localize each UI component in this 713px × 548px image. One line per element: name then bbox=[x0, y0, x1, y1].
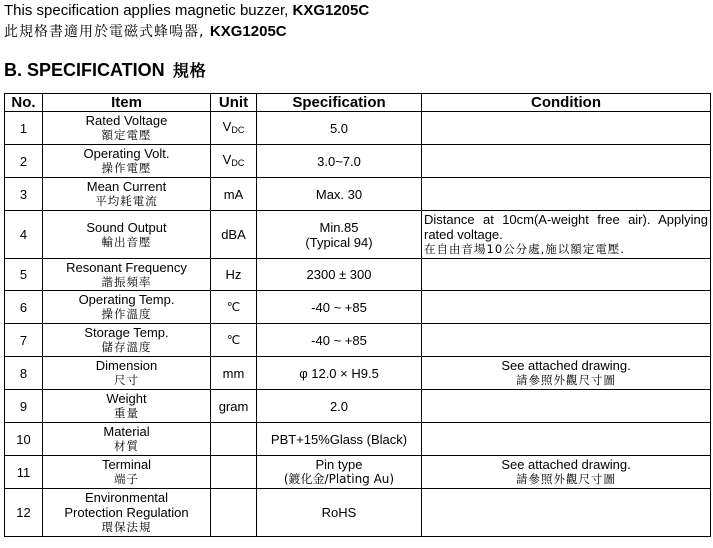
spec-value: -40 ~ +85 bbox=[311, 332, 367, 348]
item-name-zh: 材質 bbox=[114, 439, 139, 453]
table-row bbox=[5, 259, 711, 291]
intro-text: This specification applies magnetic buzzer, bbox=[4, 2, 293, 19]
item-name-zh: 平均耗電流 bbox=[95, 194, 158, 208]
cell-item bbox=[43, 211, 211, 259]
cell-spec bbox=[257, 112, 422, 145]
item-name-zh: 諧振頻率 bbox=[101, 274, 152, 289]
cell-item bbox=[43, 145, 211, 178]
table-header-row bbox=[5, 94, 711, 112]
cell-unit bbox=[211, 112, 257, 145]
item-name-zh: 操作電壓 bbox=[101, 161, 152, 175]
cell-item bbox=[43, 291, 211, 324]
cell-unit: gram bbox=[211, 390, 257, 423]
item-name-zh: 輸出音壓 bbox=[101, 234, 152, 249]
cell-condition bbox=[422, 390, 711, 423]
condition-text-zh: 在自由音場10公分處,施以額定電壓. bbox=[424, 242, 625, 256]
intro-model-zh: KXG1205C bbox=[209, 23, 287, 40]
cell-spec bbox=[257, 324, 422, 357]
unit-subscript: DC bbox=[231, 157, 245, 168]
section-title: B. SPECIFICATION bbox=[4, 60, 165, 80]
condition-text: Distance at 10cm(A-weight free air). Applying rated voltage. bbox=[424, 212, 708, 242]
cell-unit: ℃ bbox=[211, 324, 257, 357]
cell-item bbox=[43, 489, 211, 537]
cell-no: 8 bbox=[5, 357, 43, 390]
cell-condition bbox=[422, 178, 711, 211]
spec-value: Min.85 bbox=[319, 219, 359, 235]
cell-unit: Hz bbox=[211, 259, 257, 291]
spec-value: -40 ~ +85 bbox=[311, 299, 367, 315]
item-name-zh: 尺寸 bbox=[114, 373, 139, 387]
cell-item bbox=[43, 112, 211, 145]
cell-spec bbox=[257, 423, 422, 456]
header-specification: Specification bbox=[257, 94, 422, 112]
cell-unit: ℃ bbox=[211, 291, 257, 324]
spec-value: Max. 30 bbox=[315, 186, 363, 202]
item-name-zh: 操作溫度 bbox=[101, 307, 152, 321]
cell-item bbox=[43, 423, 211, 456]
cell-spec bbox=[257, 211, 422, 259]
item-name-zh: 額定電壓 bbox=[101, 128, 152, 142]
item-name-zh: 環保法規 bbox=[101, 520, 152, 534]
cell-unit bbox=[211, 489, 257, 537]
cell-unit: mm bbox=[211, 357, 257, 390]
cell-condition bbox=[422, 259, 711, 291]
cell-no: 10 bbox=[5, 423, 43, 456]
item-name: Operating Volt. bbox=[83, 146, 170, 161]
cell-condition bbox=[422, 211, 711, 259]
header-condition: Condition bbox=[422, 94, 711, 112]
spec-value: PBT+15%Glass (Black) bbox=[270, 431, 408, 447]
item-name: Rated Voltage bbox=[85, 113, 168, 128]
item-name: Weight bbox=[106, 391, 147, 406]
cell-spec bbox=[257, 489, 422, 537]
item-name: Dimension bbox=[95, 358, 158, 373]
item-name-zh: 端子 bbox=[114, 472, 139, 486]
condition-text: See attached drawing. bbox=[501, 457, 631, 472]
spec-value: RoHS bbox=[321, 505, 357, 520]
cell-spec bbox=[257, 259, 422, 291]
cell-spec bbox=[257, 357, 422, 390]
header-no: No. bbox=[5, 94, 43, 112]
cell-condition bbox=[422, 489, 711, 537]
cell-no: 5 bbox=[5, 259, 43, 291]
cell-condition bbox=[422, 291, 711, 324]
cell-spec bbox=[257, 145, 422, 178]
spec-value: φ 12.0 × H9.5 bbox=[299, 365, 379, 381]
table-row bbox=[5, 324, 711, 357]
cell-spec bbox=[257, 291, 422, 324]
cell-unit: mA bbox=[211, 178, 257, 211]
cell-no: 7 bbox=[5, 324, 43, 357]
cell-no: 1 bbox=[5, 112, 43, 145]
cell-condition bbox=[422, 324, 711, 357]
table-row bbox=[5, 112, 711, 145]
cell-condition bbox=[422, 112, 711, 145]
spec-value: 3.0~7.0 bbox=[317, 153, 361, 169]
cell-no: 4 bbox=[5, 211, 43, 259]
intro-line-english bbox=[4, 2, 369, 20]
table-row bbox=[5, 145, 711, 178]
spec-value-secondary: (Typical 94) bbox=[305, 234, 373, 250]
cell-unit bbox=[211, 456, 257, 489]
spec-value: 2300 ± 300 bbox=[306, 267, 372, 282]
cell-spec bbox=[257, 390, 422, 423]
condition-text-zh: 請參照外觀尺寸圖 bbox=[516, 472, 616, 486]
cell-item bbox=[43, 390, 211, 423]
cell-condition bbox=[422, 145, 711, 178]
header-item: Item bbox=[43, 94, 211, 112]
cell-no: 11 bbox=[5, 456, 43, 489]
cell-item bbox=[43, 357, 211, 390]
item-name-zh: 儲存溫度 bbox=[101, 340, 152, 354]
table-row bbox=[5, 211, 711, 259]
item-name-line2: Protection Regulation bbox=[64, 505, 189, 520]
item-name: Environmental bbox=[84, 490, 169, 505]
cell-no: 2 bbox=[5, 145, 43, 178]
item-name: Mean Current bbox=[86, 179, 167, 194]
cell-no: 3 bbox=[5, 178, 43, 211]
table-row bbox=[5, 390, 711, 423]
cell-no: 9 bbox=[5, 390, 43, 423]
section-heading bbox=[4, 58, 207, 81]
item-name-zh: 重量 bbox=[114, 406, 139, 420]
table-row bbox=[5, 489, 711, 537]
item-name: Terminal bbox=[101, 457, 152, 472]
spec-value: 5.0 bbox=[329, 120, 349, 136]
table-row bbox=[5, 456, 711, 489]
condition-text-zh: 請參照外觀尺寸圖 bbox=[516, 373, 616, 387]
item-name: Resonant Frequency bbox=[66, 259, 187, 275]
spec-value: Pin type bbox=[315, 457, 363, 472]
cell-condition bbox=[422, 423, 711, 456]
unit-value: V bbox=[222, 151, 232, 167]
cell-unit bbox=[211, 423, 257, 456]
item-name: Operating Temp. bbox=[78, 292, 175, 307]
intro-line-chinese bbox=[4, 23, 287, 41]
specification-table bbox=[4, 93, 711, 537]
intro-text-zh: 此規格書適用於電磁式蜂鳴器, bbox=[4, 24, 210, 40]
condition-text: See attached drawing. bbox=[501, 358, 631, 373]
cell-unit bbox=[211, 145, 257, 178]
cell-item bbox=[43, 324, 211, 357]
cell-item bbox=[43, 178, 211, 211]
spec-value: 2.0 bbox=[329, 398, 349, 414]
table-row bbox=[5, 357, 711, 390]
intro-model: KXG1205C bbox=[292, 2, 370, 19]
item-name: Storage Temp. bbox=[84, 325, 169, 340]
cell-spec bbox=[257, 456, 422, 489]
header-unit: Unit bbox=[211, 94, 257, 112]
cell-item bbox=[43, 259, 211, 291]
cell-condition bbox=[422, 456, 711, 489]
cell-spec bbox=[257, 178, 422, 211]
item-name: Sound Output bbox=[86, 219, 167, 235]
item-name: Material bbox=[103, 424, 150, 439]
unit-subscript: DC bbox=[231, 124, 245, 135]
spec-value-secondary: (鍍化金/Plating Au) bbox=[283, 472, 395, 486]
cell-condition bbox=[422, 357, 711, 390]
unit-value: V bbox=[222, 118, 232, 134]
table-row bbox=[5, 291, 711, 324]
table-row bbox=[5, 178, 711, 211]
cell-no: 6 bbox=[5, 291, 43, 324]
section-title-zh: 規格 bbox=[172, 61, 207, 80]
table-body bbox=[5, 112, 711, 537]
table-row bbox=[5, 423, 711, 456]
cell-no: 12 bbox=[5, 489, 43, 537]
cell-item bbox=[43, 456, 211, 489]
cell-unit: dBA bbox=[211, 211, 257, 259]
